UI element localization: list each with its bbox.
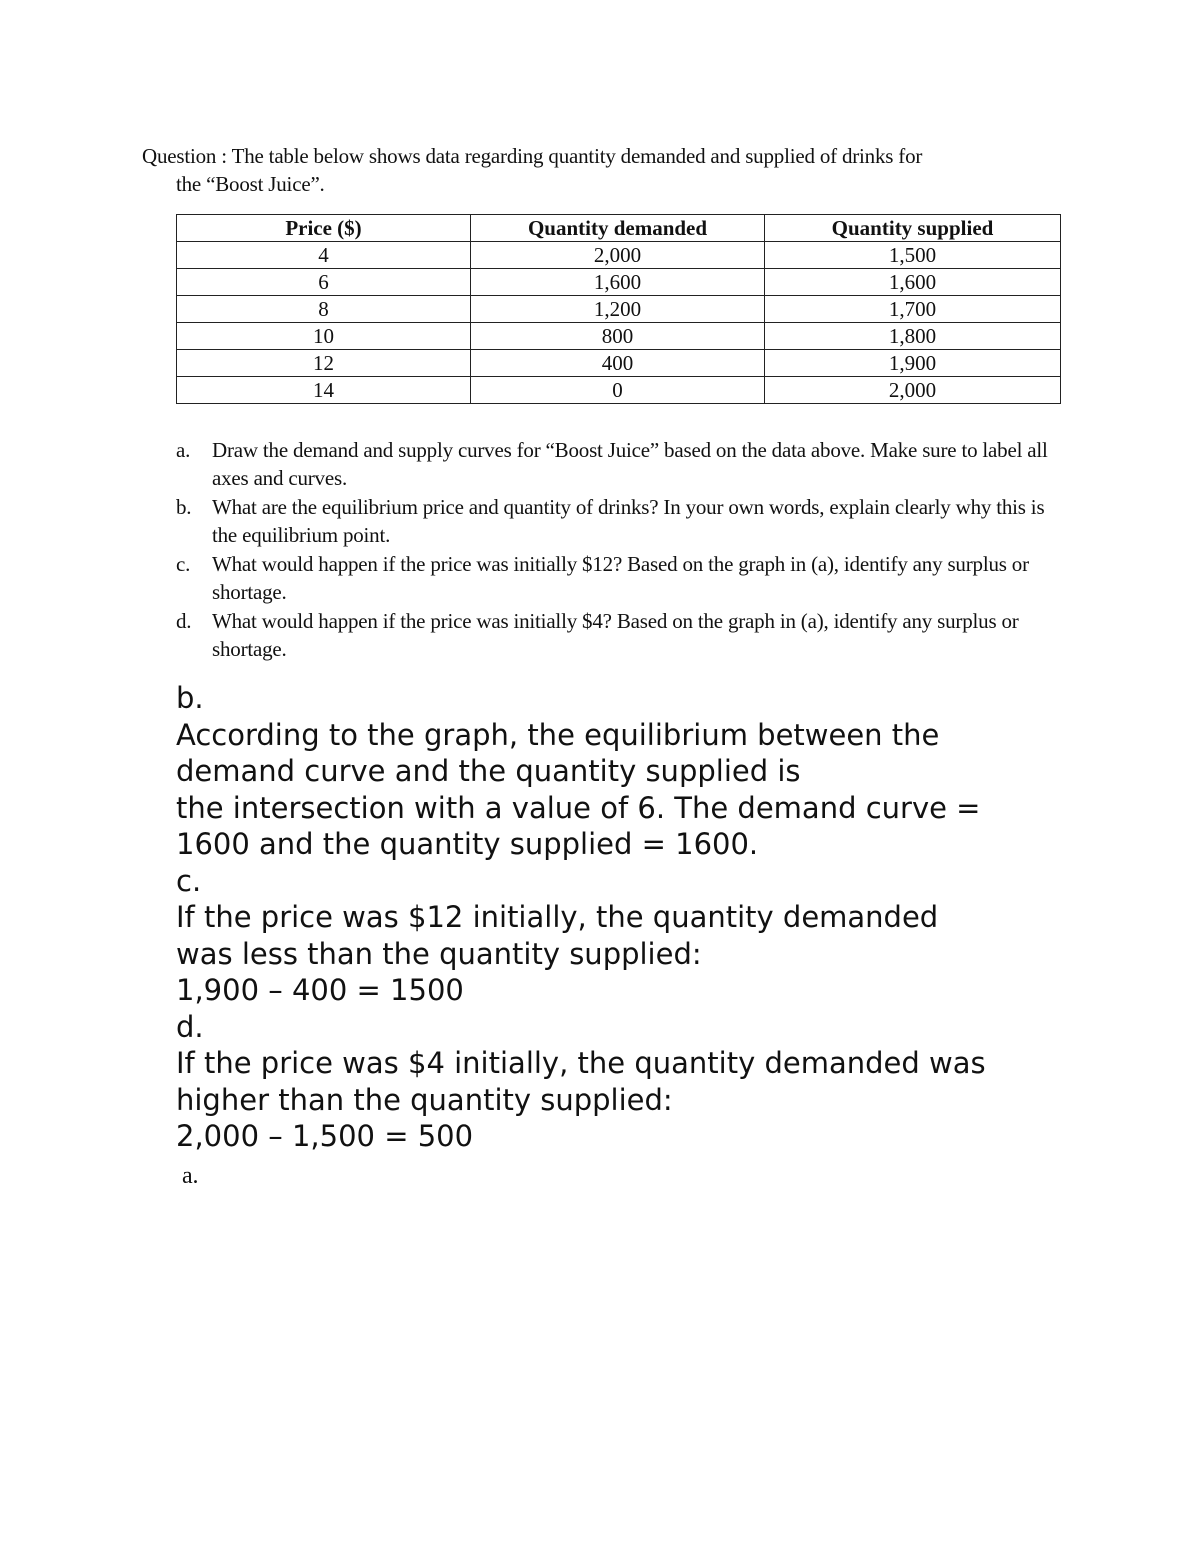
- demanded-cell: 1,600: [471, 269, 765, 296]
- part-text: Draw the demand and supply curves for “Boost Juice” based on the data above. Make sure to label all axes and curves.: [212, 438, 1048, 490]
- demanded-cell: 1,200: [471, 296, 765, 323]
- list-item: [176, 436, 1066, 492]
- part-marker: c.: [176, 552, 191, 576]
- header-quantity-supplied: Quantity supplied: [765, 215, 1061, 242]
- question-line-1: Question : The table below shows data regarding quantity demanded and supplied of drinks for: [142, 144, 923, 168]
- table-row: [177, 242, 1061, 269]
- price-cell: 4: [177, 242, 471, 269]
- supplied-cell: 1,700: [765, 296, 1061, 323]
- answer-c-line: If the price was $12 initially, the quantity demanded: [176, 900, 939, 934]
- answer-d-line: If the price was $4 initially, the quantity demanded was: [176, 1046, 986, 1080]
- list-item: [176, 550, 1066, 606]
- price-cell: 14: [177, 377, 471, 404]
- demanded-cell: 400: [471, 350, 765, 377]
- answer-b-line: 1600 and the quantity supplied = 1600.: [176, 827, 759, 861]
- part-text: What would happen if the price was initially $4? Based on the graph in (a), identify any surplus or shortage.: [212, 609, 1019, 661]
- list-item: [176, 607, 1066, 663]
- supplied-cell: 2,000: [765, 377, 1061, 404]
- supplied-cell: 1,900: [765, 350, 1061, 377]
- part-marker: b.: [176, 495, 192, 519]
- supply-demand-table: [176, 214, 1061, 404]
- table-row: [177, 323, 1061, 350]
- part-marker: d.: [176, 609, 192, 633]
- table-row: [177, 269, 1061, 296]
- part-text: What would happen if the price was initially $12? Based on the graph in (a), identify any surplus or shortage.: [212, 552, 1029, 604]
- header-price: Price ($): [177, 215, 471, 242]
- table-row: [177, 350, 1061, 377]
- price-cell: 10: [177, 323, 471, 350]
- answer-c-line: 1,900 – 400 = 1500: [176, 973, 464, 1007]
- table-row: [177, 296, 1061, 323]
- header-quantity-demanded: Quantity demanded: [471, 215, 765, 242]
- price-cell: 8: [177, 296, 471, 323]
- question-line-2: the “Boost Juice”.: [176, 172, 325, 196]
- price-cell: 12: [177, 350, 471, 377]
- demanded-cell: 2,000: [471, 242, 765, 269]
- list-item: [176, 493, 1066, 549]
- supplied-cell: 1,800: [765, 323, 1061, 350]
- price-cell: 6: [177, 269, 471, 296]
- part-text: What are the equilibrium price and quantity of drinks? In your own words, explain clearly why this is the equilibrium point.: [212, 495, 1045, 547]
- answer-d-line: higher than the quantity supplied:: [176, 1082, 673, 1117]
- answer-b-label: b.: [176, 681, 204, 715]
- table-header-row: [177, 215, 1061, 242]
- supplied-cell: 1,600: [765, 269, 1061, 296]
- answer-c-label: c.: [176, 863, 202, 898]
- demanded-cell: 0: [471, 377, 765, 404]
- question-parts-list: [176, 436, 1066, 664]
- answer-a-label: a.: [182, 1163, 199, 1189]
- answer-c-line: was less than the quantity supplied:: [176, 936, 702, 971]
- supplied-cell: 1,500: [765, 242, 1061, 269]
- demanded-cell: 800: [471, 323, 765, 350]
- answers-section: [176, 680, 1076, 1155]
- table-row: [177, 377, 1061, 404]
- part-marker: a.: [176, 438, 191, 462]
- answer-b-line: demand curve and the quantity supplied is: [176, 754, 801, 788]
- answer-b-line: According to the graph, the equilibrium between the: [176, 717, 940, 752]
- answer-b-line: the intersection with a value of 6. The demand curve =: [176, 790, 981, 825]
- answer-d-line: 2,000 – 1,500 = 500: [176, 1119, 474, 1153]
- answer-d-label: d.: [176, 1009, 204, 1044]
- question-text: [142, 142, 1062, 198]
